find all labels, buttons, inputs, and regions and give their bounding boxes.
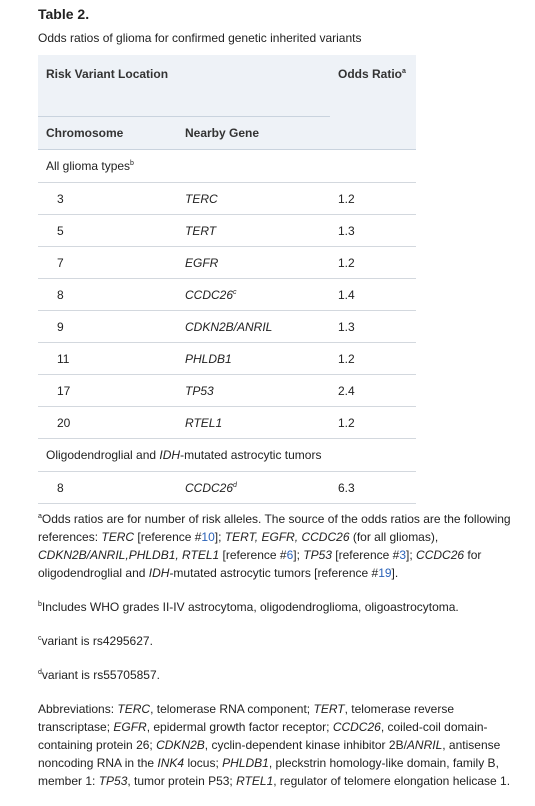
odds-cell: 2.4 [338, 383, 355, 398]
chromosome-cell: 7 [57, 255, 64, 270]
gene-cell: CDKN2B/ANRIL [185, 319, 273, 334]
gene-cell: TERC [185, 191, 218, 206]
chromosome-cell: 8 [57, 287, 64, 302]
gene-cell: TP53 [185, 383, 214, 398]
group-row-all-glioma [38, 150, 416, 183]
table-row [38, 311, 416, 343]
odds-cell: 1.2 [338, 415, 355, 430]
table-row [38, 215, 416, 247]
table-header [38, 55, 416, 150]
abbreviation-segment: RTEL1 [236, 774, 274, 788]
odds-cell: 1.2 [338, 191, 355, 206]
gene-cell: CCDC26$^c$ [185, 287, 237, 302]
gene-cell: TERT [185, 223, 217, 238]
abbreviation-segment: , cyclin-dependent kinase inhibitor 2B/ [204, 738, 407, 752]
chromosome-cell: 8 [57, 480, 64, 495]
abbreviation-segment: locus; [184, 756, 223, 770]
footnote-b: $^b$Includes WHO grades II-IV astrocytoma, oligodendroglioma, oligoastrocytoma. [38, 600, 459, 614]
header-odds-ratio: Odds Ratio$^a$ [338, 67, 406, 81]
table-row [38, 279, 416, 311]
header-risk-variant-location: Risk Variant Location [46, 67, 169, 81]
header-nearby-gene: Nearby Gene [185, 126, 260, 140]
abbreviation-segment: , tumor protein P53; [127, 774, 237, 788]
table-row [38, 343, 416, 375]
odds-cell: 1.3 [338, 319, 355, 334]
group-label: Oligodendroglial and IDH-mutated astrocytic tumors [46, 448, 322, 462]
footnote-c: $^c$variant is rs4295627. [38, 634, 153, 648]
table-row [38, 407, 416, 439]
odds-ratio-table [38, 55, 416, 504]
abbreviation-segment: PHLDB1 [222, 756, 269, 770]
abbreviation-segment: , telomerase RNA component; [150, 702, 314, 716]
abbreviation-segment: , pleckstrin homology-like domain, family B, member 1: [38, 756, 499, 788]
abbreviation-segment: Abbreviations: [38, 702, 118, 716]
gene-cell: EGFR [185, 255, 219, 270]
abbreviation-segment: , antisense noncoding RNA in the [38, 738, 501, 770]
gene-cell: RTEL1 [185, 415, 223, 430]
chromosome-cell: 20 [57, 415, 71, 430]
group-row-oligodendroglial [38, 439, 416, 472]
footnote-d: $^d$variant is rs55705857. [38, 668, 160, 682]
reference-link-3[interactable]: 3 [399, 548, 407, 562]
table-row [38, 472, 416, 504]
chromosome-cell: 9 [57, 319, 64, 334]
abbreviation-segment: CDKN2B [156, 738, 205, 752]
reference-link-19[interactable]: 19 [378, 566, 392, 580]
table-title: Table 2. [38, 6, 90, 22]
abbreviation-segment: TERT [313, 702, 345, 716]
gene-cell: PHLDB1 [185, 351, 232, 366]
table-row [38, 183, 416, 215]
chromosome-cell: 3 [57, 191, 64, 206]
table-row [38, 247, 416, 279]
abbreviation-segment: , telomerase reverse transcriptase; [38, 702, 454, 734]
footnote-a: $^a$Odds ratios are for number of risk alleles. The source of the odds ratios are the following references: TERC [reference #10]; TERT, EGFR, CCDC26 (for all gliomas), CDKN2B/ANRIL,PHLDB1, RTEL1 [reference #6]; TP53 [reference #3]; CCDC26 for oligodendroglial and IDH-mutated astrocytic tumors [reference #19]. [38, 512, 511, 580]
chromosome-cell: 5 [57, 223, 64, 238]
group-label: All glioma types$^b$ [46, 159, 134, 173]
table-row [38, 375, 416, 407]
abbreviation-segment: INK4 [157, 756, 185, 770]
gene-cell: CCDC26$^d$ [185, 480, 237, 495]
abbreviation-segment: TP53 [98, 774, 128, 788]
abbreviation-segment: , epidermal growth factor receptor; [146, 720, 333, 734]
abbreviation-segment: , coiled-coil domain-containing protein 26; [38, 720, 488, 752]
abbreviation-segment: TERC [117, 702, 151, 716]
odds-cell: 1.2 [338, 351, 355, 366]
reference-link-10[interactable]: 10 [201, 530, 215, 544]
header-divider [38, 116, 330, 117]
odds-cell: 6.3 [338, 480, 355, 495]
reference-link-6[interactable]: 6 [286, 548, 294, 562]
table-caption: Odds ratios of glioma for confirmed genetic inherited variants [38, 31, 362, 45]
abbreviation-segment: EGFR [113, 720, 147, 734]
table-footnotes [38, 510, 528, 806]
abbreviation-segment: CCDC26 [332, 720, 381, 734]
chromosome-cell: 11 [57, 351, 70, 366]
header-chromosome: Chromosome [46, 126, 124, 140]
abbreviation-segment: ANRIL [406, 738, 443, 752]
abbreviations [38, 700, 528, 790]
odds-cell: 1.3 [338, 223, 355, 238]
odds-cell: 1.4 [338, 287, 355, 302]
odds-cell: 1.2 [338, 255, 355, 270]
chromosome-cell: 17 [57, 383, 71, 398]
abbreviation-segment: , regulator of telomere elongation helicase 1. [273, 774, 511, 788]
